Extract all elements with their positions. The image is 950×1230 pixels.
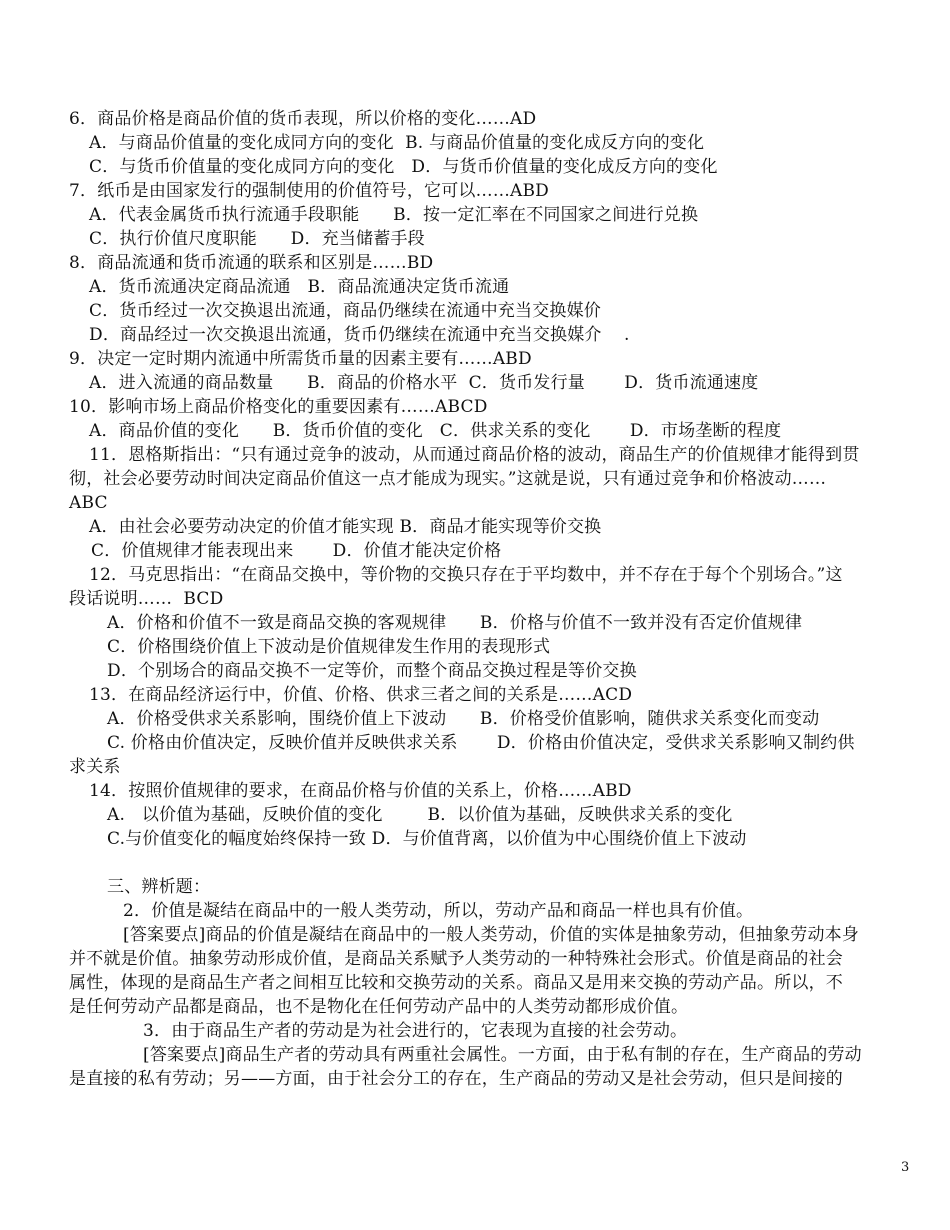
question-13-options-cont: 求关系 [69,757,121,777]
question-11-options-ab: A．由社会必要劳动决定的价值才能实现 B．商品才能实现等价交换 [89,517,602,537]
question-14-options-ab: A. 以价值为基础，反映价值的变化 B．以价值为基础，反映供求关系的变化 [107,805,733,825]
question-7-options-cd: C．执行价值尺度职能 D．充当储蓄手段 [89,229,425,249]
analysis-2-answer-line1: [答案要点]商品的价值是凝结在商品中的一般人类劳动，价值的实体是抽象劳动，但抽象劳动本身 [123,925,860,945]
question-11-stem-line2: 彻，社会必要劳动时间决定商品价值这一点才能成为现实。”这就是说，只有通过竞争和价格波动…… [69,469,827,489]
question-6-options-ab: A．与商品价值量的变化成同方向的变化 B. 与商品价值量的变化成反方向的变化 [89,133,705,153]
question-13-stem: 13．在商品经济运行中，价值、价格、供求三者之间的关系是……ACD [89,685,633,705]
analysis-2-statement: 2．价值是凝结在商品中的一般人类劳动，所以，劳动产品和商品一样也具有价值。 [123,901,754,921]
question-12-stem-line1: 12．马克思指出：“在商品交换中，等价物的交换只存在于平均数中，并不存在于每个个别场合。”这 [89,565,843,585]
question-10-stem: 10．影响市场上商品价格变化的重要因素有……ABCD [69,397,488,417]
question-7-options-ab: A．代表金属货币执行流通手段职能 B．按一定汇率在不同国家之间进行兑换 [89,205,699,225]
question-8-stem: 8．商品流通和货币流通的联系和区别是……BD [69,253,434,273]
question-12-option-d: D．个别场合的商品交换不一定等价，而整个商品交换过程是等价交换 [107,661,637,681]
analysis-3-statement: 3．由于商品生产者的劳动是为社会进行的，它表现为直接的社会劳动。 [143,1021,688,1041]
question-12-options-ab: A．价格和价值不一致是商品交换的客观规律 B．价格与价值不一致并没有否定价值规律 [107,613,803,633]
question-8-options-ab: A．货币流通决定商品流通 B．商品流通决定货币流通 [89,277,510,297]
question-10-options: A．商品价值的变化 B．货币价值的变化 C．供求关系的变化 D．市场垄断的程度 [89,421,782,441]
analysis-2-answer-line4: 是任何劳动产品都是商品，也不是物化在任何劳动产品中的人类劳动都形成价值。 [69,997,689,1017]
question-9-stem: 9．决定一定时期内流通中所需货币量的因素主要有……ABD [69,349,532,369]
analysis-3-answer-line1: [答案要点]商品生产者的劳动具有两重社会属性。一方面，由于私有制的存在，生产商品的劳动 [143,1045,862,1065]
question-8-option-c: C．货币经过一次交换退出流通，商品仍继续在流通中充当交换媒价 [89,301,602,321]
section-heading-analysis: 三、辨析题： [107,877,211,897]
question-11-answer: ABC [69,493,108,513]
question-7-stem: 7．纸币是由国家发行的强制使用的价值符号，它可以……ABD [69,181,550,201]
question-12-option-c: C．价格围绕价值上下波动是价值规律发生作用的表现形式 [107,637,551,657]
analysis-2-answer-line2: 并不就是价值。抽象劳动形成价值，是商品关系赋予人类劳动的一种特殊社会形式。价值是商品的社会 [69,949,843,969]
question-11-options-cd: C．价值规律才能表现出来 D．价值才能决定价格 [91,541,502,561]
analysis-3-answer-line2: 是直接的私有劳动；另——方面，由于社会分工的存在，生产商品的劳动又是社会劳动，但只是间接的 [69,1069,843,1089]
question-6-stem: 6．商品价格是商品价值的货币表现，所以价格的变化……AD [69,109,537,129]
question-8-option-d: D．商品经过一次交换退出流通，货币仍继续在流通中充当交换媒介 . [89,325,630,345]
question-13-options-ab: A．价格受供求关系影响，围绕价值上下波动 B．价格受价值影响，随供求关系变化而变动 [107,709,820,729]
question-13-options-cd: C. 价格由价值决定，反映价值并反映供求关系 D．价格由价值决定，受供求关系影响又制约供 [107,733,855,753]
analysis-2-answer-line3: 属性，体现的是商品生产者之间相互比较和交换劳动的关系。商品又是用来交换的劳动产品。所以，不 [69,973,843,993]
question-6-options-cd: C．与货币价值量的变化成同方向的变化 D．与货币价值量的变化成反方向的变化 [89,157,718,177]
question-11-stem-line1: 11．恩格斯指出：“只有通过竞争的波动，从而通过商品价格的波动，商品生产的价值规律才能得到贯 [89,445,860,465]
question-14-options-cd: C.与价值变化的幅度始终保持一致 D．与价值背离，以价值为中心围绕价值上下波动 [107,829,747,849]
question-14-stem: 14．按照价值规律的要求，在商品价格与价值的关系上，价格……ABD [89,781,632,801]
question-9-options: A．进入流通的商品数量 B．商品的价格水平 C．货币发行量 D．货币流通速度 [89,373,759,393]
page-number: 3 [901,1160,910,1175]
question-12-stem-line2: 段话说明…… BCD [69,589,224,609]
